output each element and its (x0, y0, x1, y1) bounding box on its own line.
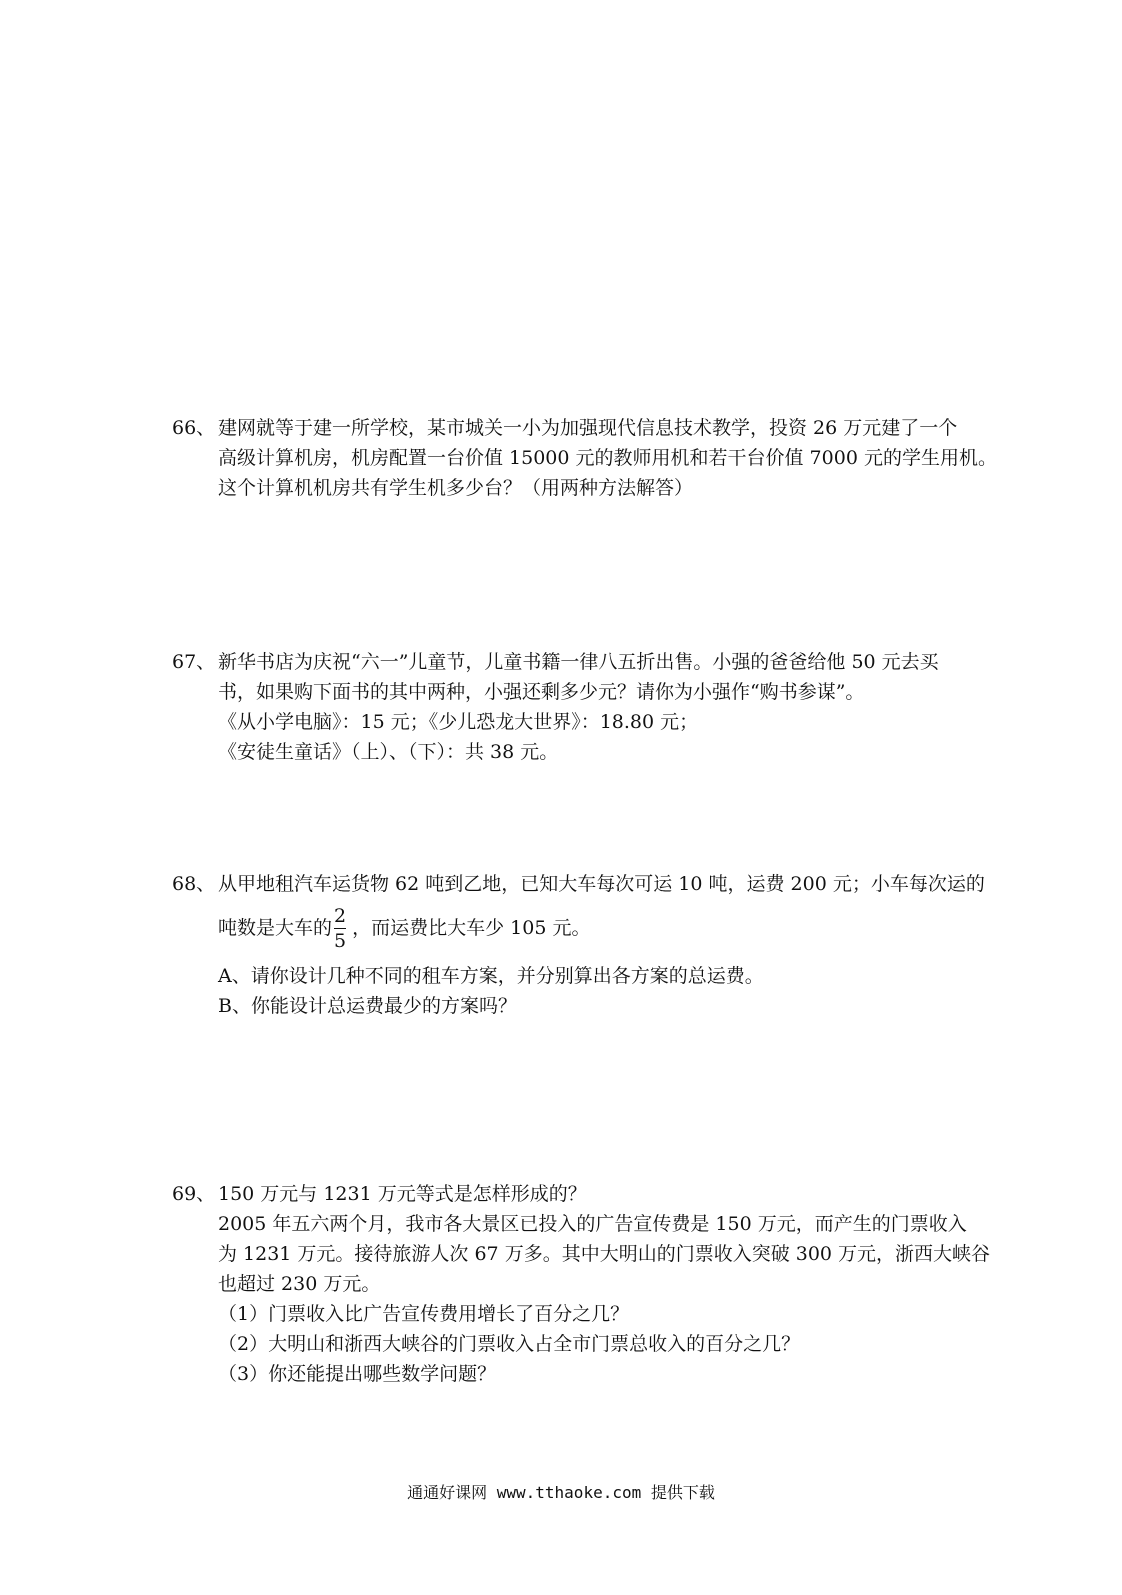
problem-text-line: 高级计算机房，机房配置一台价值 15000 元的教师用机和若干台价值 7000 元的学生用机。 (218, 447, 997, 469)
problem-text-line: B、你能设计总运费最少的方案吗？ (218, 995, 517, 1017)
problem-text-line: 2005 年五六两个月，我市各大景区已投入的广告宣传费是 150 万元，而产生的门票收入 (218, 1213, 967, 1235)
fraction-denominator: 5 (334, 929, 347, 952)
fraction (334, 905, 346, 952)
problem-68 (172, 869, 1052, 1021)
problem-number: 66、 (172, 417, 216, 439)
problem-text-line: （3）你还能提出哪些数学问题？ (218, 1363, 497, 1385)
problem-text-line: （2）大明山和浙西大峡谷的门票收入占全市门票总收入的百分之几？ (218, 1333, 801, 1355)
page-footer: 通通好课网 www.tthaoke.com 提供下载 (407, 1483, 715, 1502)
problem-text-line: 《从小学电脑》：15 元；《少儿恐龙大世界》：18.80 元； (218, 711, 699, 733)
text-before-fraction: 吨数是大车的 (218, 917, 333, 939)
problem-69 (172, 1179, 1052, 1389)
problem-text-line: 这个计算机机房共有学生机多少台？（用两种方法解答） (218, 477, 694, 499)
problem-text-line: 《安徒生童话》（上）、（下）：共 38 元。 (218, 741, 559, 763)
problem-66 (172, 413, 1052, 503)
problem-text-line: A、请你设计几种不同的租车方案，并分别算出各方案的总运费。 (218, 965, 764, 987)
problem-number: 69、 (172, 1183, 216, 1205)
problem-text-line-with-fraction (218, 899, 1052, 957)
problem-text-line: 新华书店为庆祝“六一”儿童节，儿童书籍一律八五折出售。小强的爸爸给他 50 元去买 (218, 651, 939, 673)
problem-67 (172, 647, 1052, 767)
problem-text-line: 为 1231 万元。接待旅游人次 67 万多。其中大明山的门票收入突破 300 万元，浙西大峡谷 (218, 1243, 991, 1265)
problem-text-line: 150 万元与 1231 万元等式是怎样形成的？ (218, 1183, 587, 1205)
problem-text-line: 书，如果购下面书的其中两种，小强还剩多少元？请你为小强作“购书参谋”。 (218, 681, 865, 703)
problem-text-line: 建网就等于建一所学校，某市城关一小为加强现代信息技术教学，投资 26 万元建了一个 (218, 417, 958, 439)
text-after-fraction: ，而运费比大车少 105 元。 (352, 917, 591, 939)
fraction-bar (334, 928, 346, 929)
problem-text-line: 从甲地租汽车运货物 62 吨到乙地，已知大车每次可运 10 吨，运费 200 元；小车每次运的 (218, 873, 985, 895)
problem-text-line: （1）门票收入比广告宣传费用增长了百分之几？ (218, 1303, 630, 1325)
problem-number: 68、 (172, 873, 216, 895)
fraction-numerator: 2 (334, 904, 347, 927)
problem-number: 67、 (172, 651, 216, 673)
problem-text-line: 也超过 230 万元。 (218, 1273, 381, 1295)
